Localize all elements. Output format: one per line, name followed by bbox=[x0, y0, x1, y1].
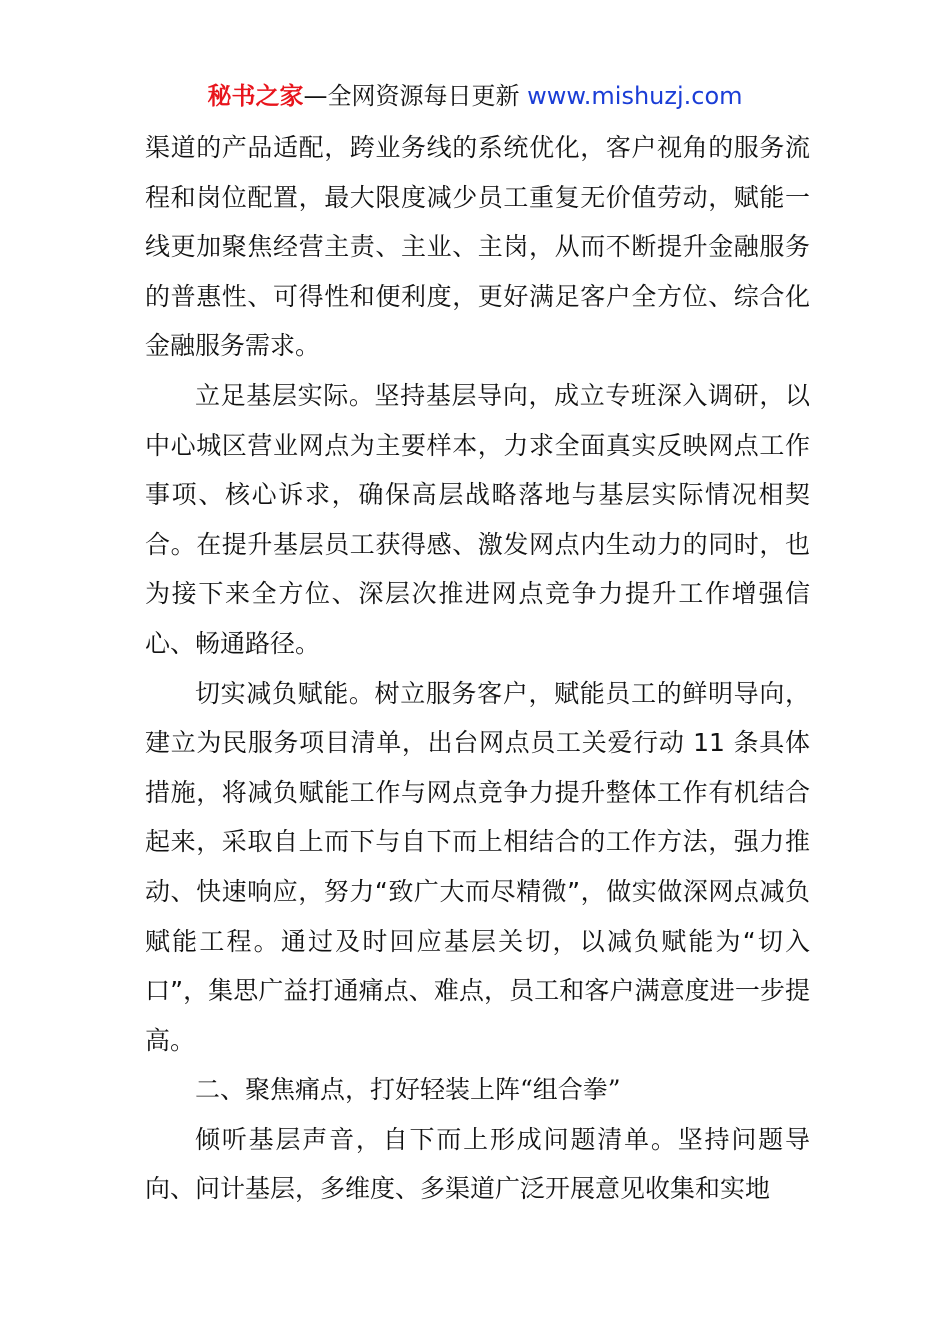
site-header bbox=[0, 80, 950, 112]
paragraph-listen: 倾听基层声音，自下而上形成问题清单。坚持问题导向、问计基层，多维度、多渠道广泛开展意见收集和实地 bbox=[145, 1124, 810, 1204]
paragraph-grassroots: 立足基层实际。坚持基层导向，成立专班深入调研，以中心城区营业网点为主要样本，力求全面真实反映网点工作事项、核心诉求，确保高层战略落地与基层实际情况相契合。在提升基层员工获得感、激发网点内生动力的同时，也为接下来全方位、深层次推进网点竞争力提升工作增强信心、畅通路径。 bbox=[145, 380, 810, 658]
document-body bbox=[145, 123, 810, 1214]
site-brand: 秘书之家 bbox=[207, 82, 304, 110]
site-url-link[interactable]: www.mishuzj.com bbox=[527, 82, 743, 110]
paragraph-burden-reduction: 切实减负赋能。树立服务客户，赋能员工的鲜明导向，建立为民服务项目清单，出台网点员工关爱行动 11 条具体措施，将减负赋能工作与网点竞争力提升整体工作有机结合起来，采取自上而下与自下而上相结合的工作方法，强力推动、快速响应，努力“致广大而尽精微”，做实做深网点减负赋能工程。通过及时回应基层关切，以减负赋能为“切入口”，集思广益打通痛点、难点，员工和客户满意度进一步提高。 bbox=[145, 678, 810, 1055]
site-tagline: —全网资源每日更新 bbox=[303, 82, 520, 110]
paragraph-continuation: 渠道的产品适配，跨业务线的系统优化，客户视角的服务流程和岗位配置，最大限度减少员工重复无价值劳动，赋能一线更加聚焦经营主责、主业、主岗，从而不断提升金融服务的普惠性、可得性和便利度，更好满足客户全方位、综合化金融服务需求。 bbox=[145, 133, 810, 361]
section-heading: 二、聚焦痛点，打好轻装上阵“组合拳” bbox=[195, 1075, 621, 1105]
